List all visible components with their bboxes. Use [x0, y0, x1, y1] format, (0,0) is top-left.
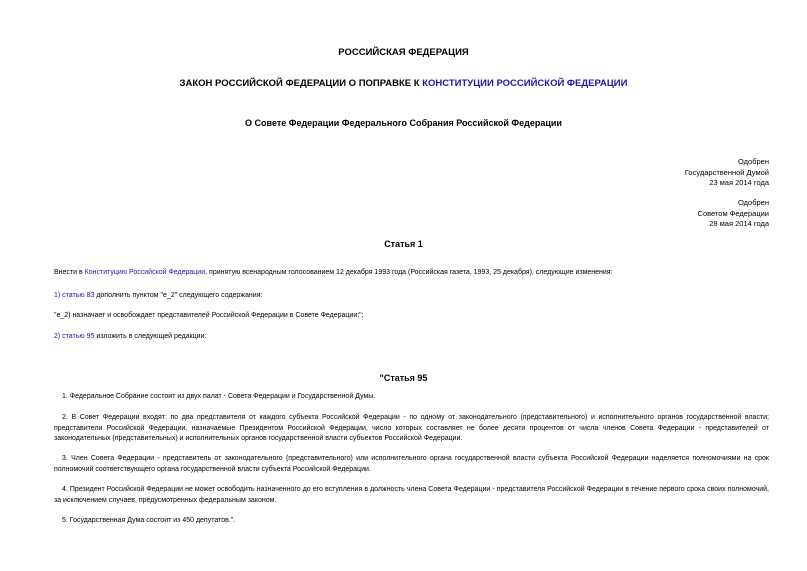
article-95-paragraph-5: 5. Государственная Дума состоит из 450 депутатов.". [62, 517, 236, 524]
constitution-link[interactable]: КОНСТИТУЦИИ РОССИЙСКОЙ ФЕДЕРАЦИИ [422, 78, 628, 89]
article-95-paragraph-1: 1. Федеральное Собрание состоит из двух палат - Совета Федерации и Государственной Думы. [62, 393, 376, 400]
amendment-quote: "е_2) назначает и освобождает представителей Российской Федерации в Совете Федерации;"; [54, 312, 364, 319]
approval-duma [685, 157, 769, 189]
article-95-heading: "Статья 95 [379, 373, 428, 383]
approval-date: 28 мая 2014 года [709, 219, 769, 228]
approval-date: 23 мая 2014 года [709, 178, 769, 187]
article-95-paragraph-4: 4. Президент Российской Федерации не может освободить назначенного до его вступления в должность члена Совета Федерации - представителя Российской Федерации в течение первого срока своих полномочий, за исключением случаев, предусмотренных федеральным законом. [54, 486, 769, 504]
approval-body: Советом Федерации [697, 208, 769, 218]
law-subtitle: О Совете Федерации Федерального Собрания Российской Федерации [245, 118, 562, 128]
article-83-link[interactable]: статью 83 [62, 292, 95, 299]
article-95-link[interactable]: статью 95 [62, 333, 95, 340]
article-95-paragraph-3: 3. Член Совета Федерации - представитель от законодательного (представительного) или исполнительного органа государственной власти субъекта Российской Федерации наделяется полномочиями на срок полномочий соответствующего органа государственной власти субъекта Российской Федерации. [54, 455, 769, 473]
approval-body: Государственной Думой [684, 167, 769, 177]
constitution-link[interactable]: Конституцию Российской Федерации [84, 269, 206, 276]
article-95-paragraph-2: 2. В Совет Федерации входят: по два представителя от каждого субъекта Российской Федерации - по одному от законодательного (представительного) и исполнительного органов государственной власти; представители Российской Федерации, назначаемые Президентом Российской Федерации, число которых составляет не более десяти процентов от числа членов Совета Федерации - представителей от законодательных (представительных) и исполнительных органов государственной власти субъектов Российской Федерации. [54, 414, 769, 442]
amendment-item-2: 2) статью 95 изложить в следующей редакции: [54, 333, 207, 340]
amendment-item-1: 1) статью 83 дополнить пунктом "е_2" следующего содержания: [54, 292, 263, 299]
article-1-intro: Внести в Конституцию Российской Федерации, принятую всенародным голосованием 12 декабря 1993 года (Российская газета, 1993, 25 декабря), следующие изменения: [54, 269, 613, 276]
article-1-heading: Статья 1 [384, 239, 423, 249]
law-title [0, 78, 807, 89]
law-title-prefix: ЗАКОН РОССИЙСКОЙ ФЕДЕРАЦИИ О ПОПРАВКЕ К [179, 78, 423, 89]
approval-label: Одобрен [738, 198, 769, 207]
approval-federation-council [698, 198, 769, 230]
country-heading: РОССИЙСКАЯ ФЕДЕРАЦИЯ [338, 47, 469, 58]
approval-label: Одобрен [738, 157, 769, 166]
